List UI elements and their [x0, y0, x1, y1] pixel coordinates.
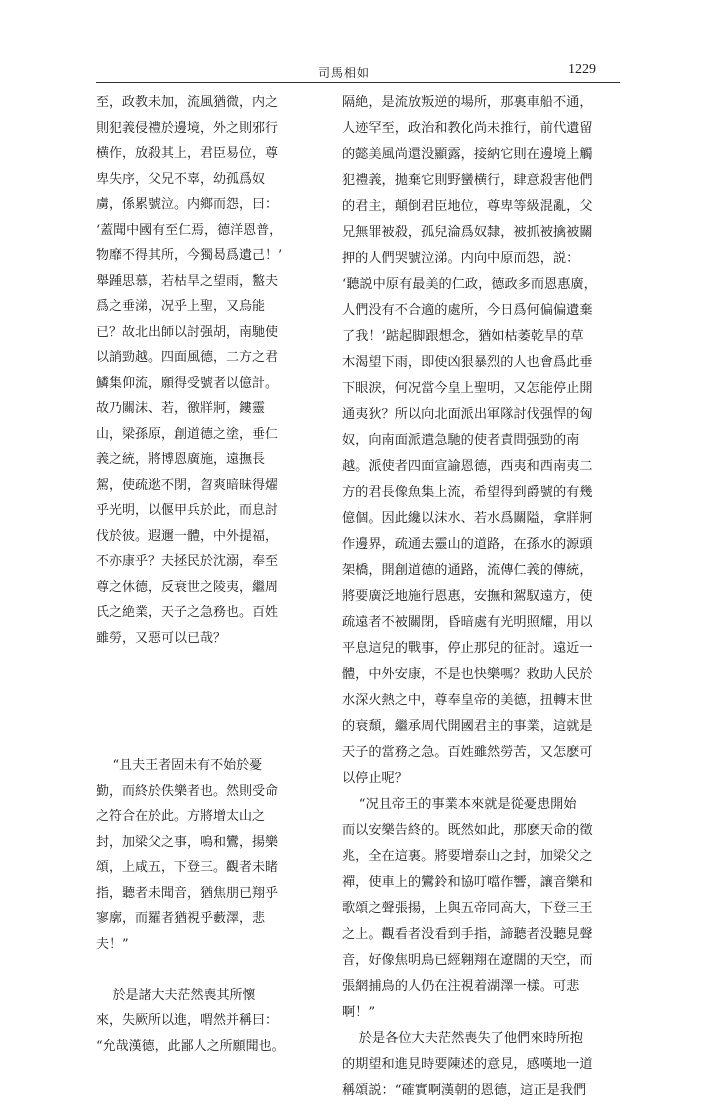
translation-text-column: 隔絶，是流放叛逆的場所，那裏車船不通， 人迹罕至，政治和教化尚未推行，前代遺留 的懿美風尚還没顯露，接納它則在邊境上觸 犯禮義，拋棄它則野蠻横行，肆意殺害他們 的君主，顛倒君臣地位，尊卑等級混亂，父 兄無罪被殺，孤兒淪爲奴隸，被抓被擒被關 押的人們哭號泣涕。内向中原而怨，説： ‘聽説中原有最美的仁政，德政多而恩惠廣， 人們没有不合適的處所，今日爲何偏偏遺棄 了我！’踮起脚跟想念，猶如枯萎乾旱的草 木渴望下雨，即使凶狠暴烈的人也會爲此垂 下眼淚，何况當今皇上聖明，又怎能停止開 通夷狄？所以向北面派出軍隊討伐强悍的匈 奴，向南面派遣急馳的使者責問强勁的南 越。派使者四面宣諭恩德，西夷和西南夷二 方的君長像魚集上流，希望得到爵號的有幾 億個。因此纔以沫水、若水爲關隘，拿牂牁 作邊界，疏通去靈山的道路，在孫水的源頭 架橋，開創道德的通路，流傳仁義的傳統， 將要廣泛地施行恩惠，安撫和駕馭遠方，使 疏遠者不被關閉，昏暗處有光明照耀，用以 平息這兒的戰事，停止那兒的征討。遠近一 體，中外安康，不是也快樂嗎？救助人民於 水深火熱之中，尊奉皇帝的美德，扭轉末世 的衰頹，繼承周代開國君主的事業，這就是 天子的當務之急。百姓雖然勞苦，又怎麽可 以停止呢？ “况且帝王的事業本來就是從憂患開始 而以安樂告終的。既然如此，那麽天命的徵 兆，全在這裏。將要增泰山之封，加梁父之 禪，使車上的鸞鈴和協叮噹作響，讓音樂和 歌頌之聲張揚，上與五帝同高大，下登三王 之上。觀看者没看到手指，諦聽者没聽見聲 音，好像焦明鳥已經翱翔在遼闊的天空，而 張網捕鳥的人仍在注視着湖澤一樣。可悲 啊！” 於是各位大夫茫然喪失了他們來時所抱 的期望和進見時要陳述的意見，感嘆地一道 稱頌説：“確實啊漢朝的恩德，這正是我們 [342, 95, 597, 1098]
page-header [0, 0, 716, 92]
page-number: 1229 [568, 62, 596, 77]
running-title: 司馬相如 [318, 66, 371, 80]
original-text-column: 至，政教未加，流風猶微，内之 則犯義侵禮於邊境，外之則邪行 横作，放殺其上，君臣易位，尊 卑失序，父兄不辜，幼孤爲奴 虜，係累號泣。内鄉而怨，曰： ‘蓋聞中國有至仁焉，德洋恩普， 物靡不得其所，今獨曷爲遺己！’ 舉踵思慕，若枯旱之望雨，盭夫 爲之垂涕，况乎上聖，又烏能 已？故北出師以討强胡，南馳使 以誚勁越。四面風德，二方之君 鱗集仰流，願得受號者以億計。 故乃關沫、若，徼牂牁，鏤靈 山，梁孫原，創道德之塗，垂仁 義之統，將博恩廣施，遠撫長 駕，使疏逖不閉，曶爽暗昧得燿 乎光明，以偃甲兵於此，而息討 伐於彼。遐邇一體，中外提福， 不亦康乎？夫拯民於沈溺，奉至 尊之休德，反衰世之陵夷，繼周 氏之絶業，天子之急務也。百姓 雖勞，又惡可以已哉？ “且夫王者固未有不始於憂 勤，而終於佚樂者也。然則受命 之符合在於此。方將增太山之 封，加梁父之事，鳴和鸞，揚樂 頌，上咸五，下登三。觀者未睹 指，聽者未聞音，猶焦朋已翔乎 寥廓，而羅者猶視乎藪澤，悲 夫！” 於是諸大夫茫然喪其所懷 來，失厥所以進，喟然并稱曰： “允哉漢德，此鄙人之所願聞也。 [96, 95, 285, 1054]
header-rule [96, 82, 620, 83]
